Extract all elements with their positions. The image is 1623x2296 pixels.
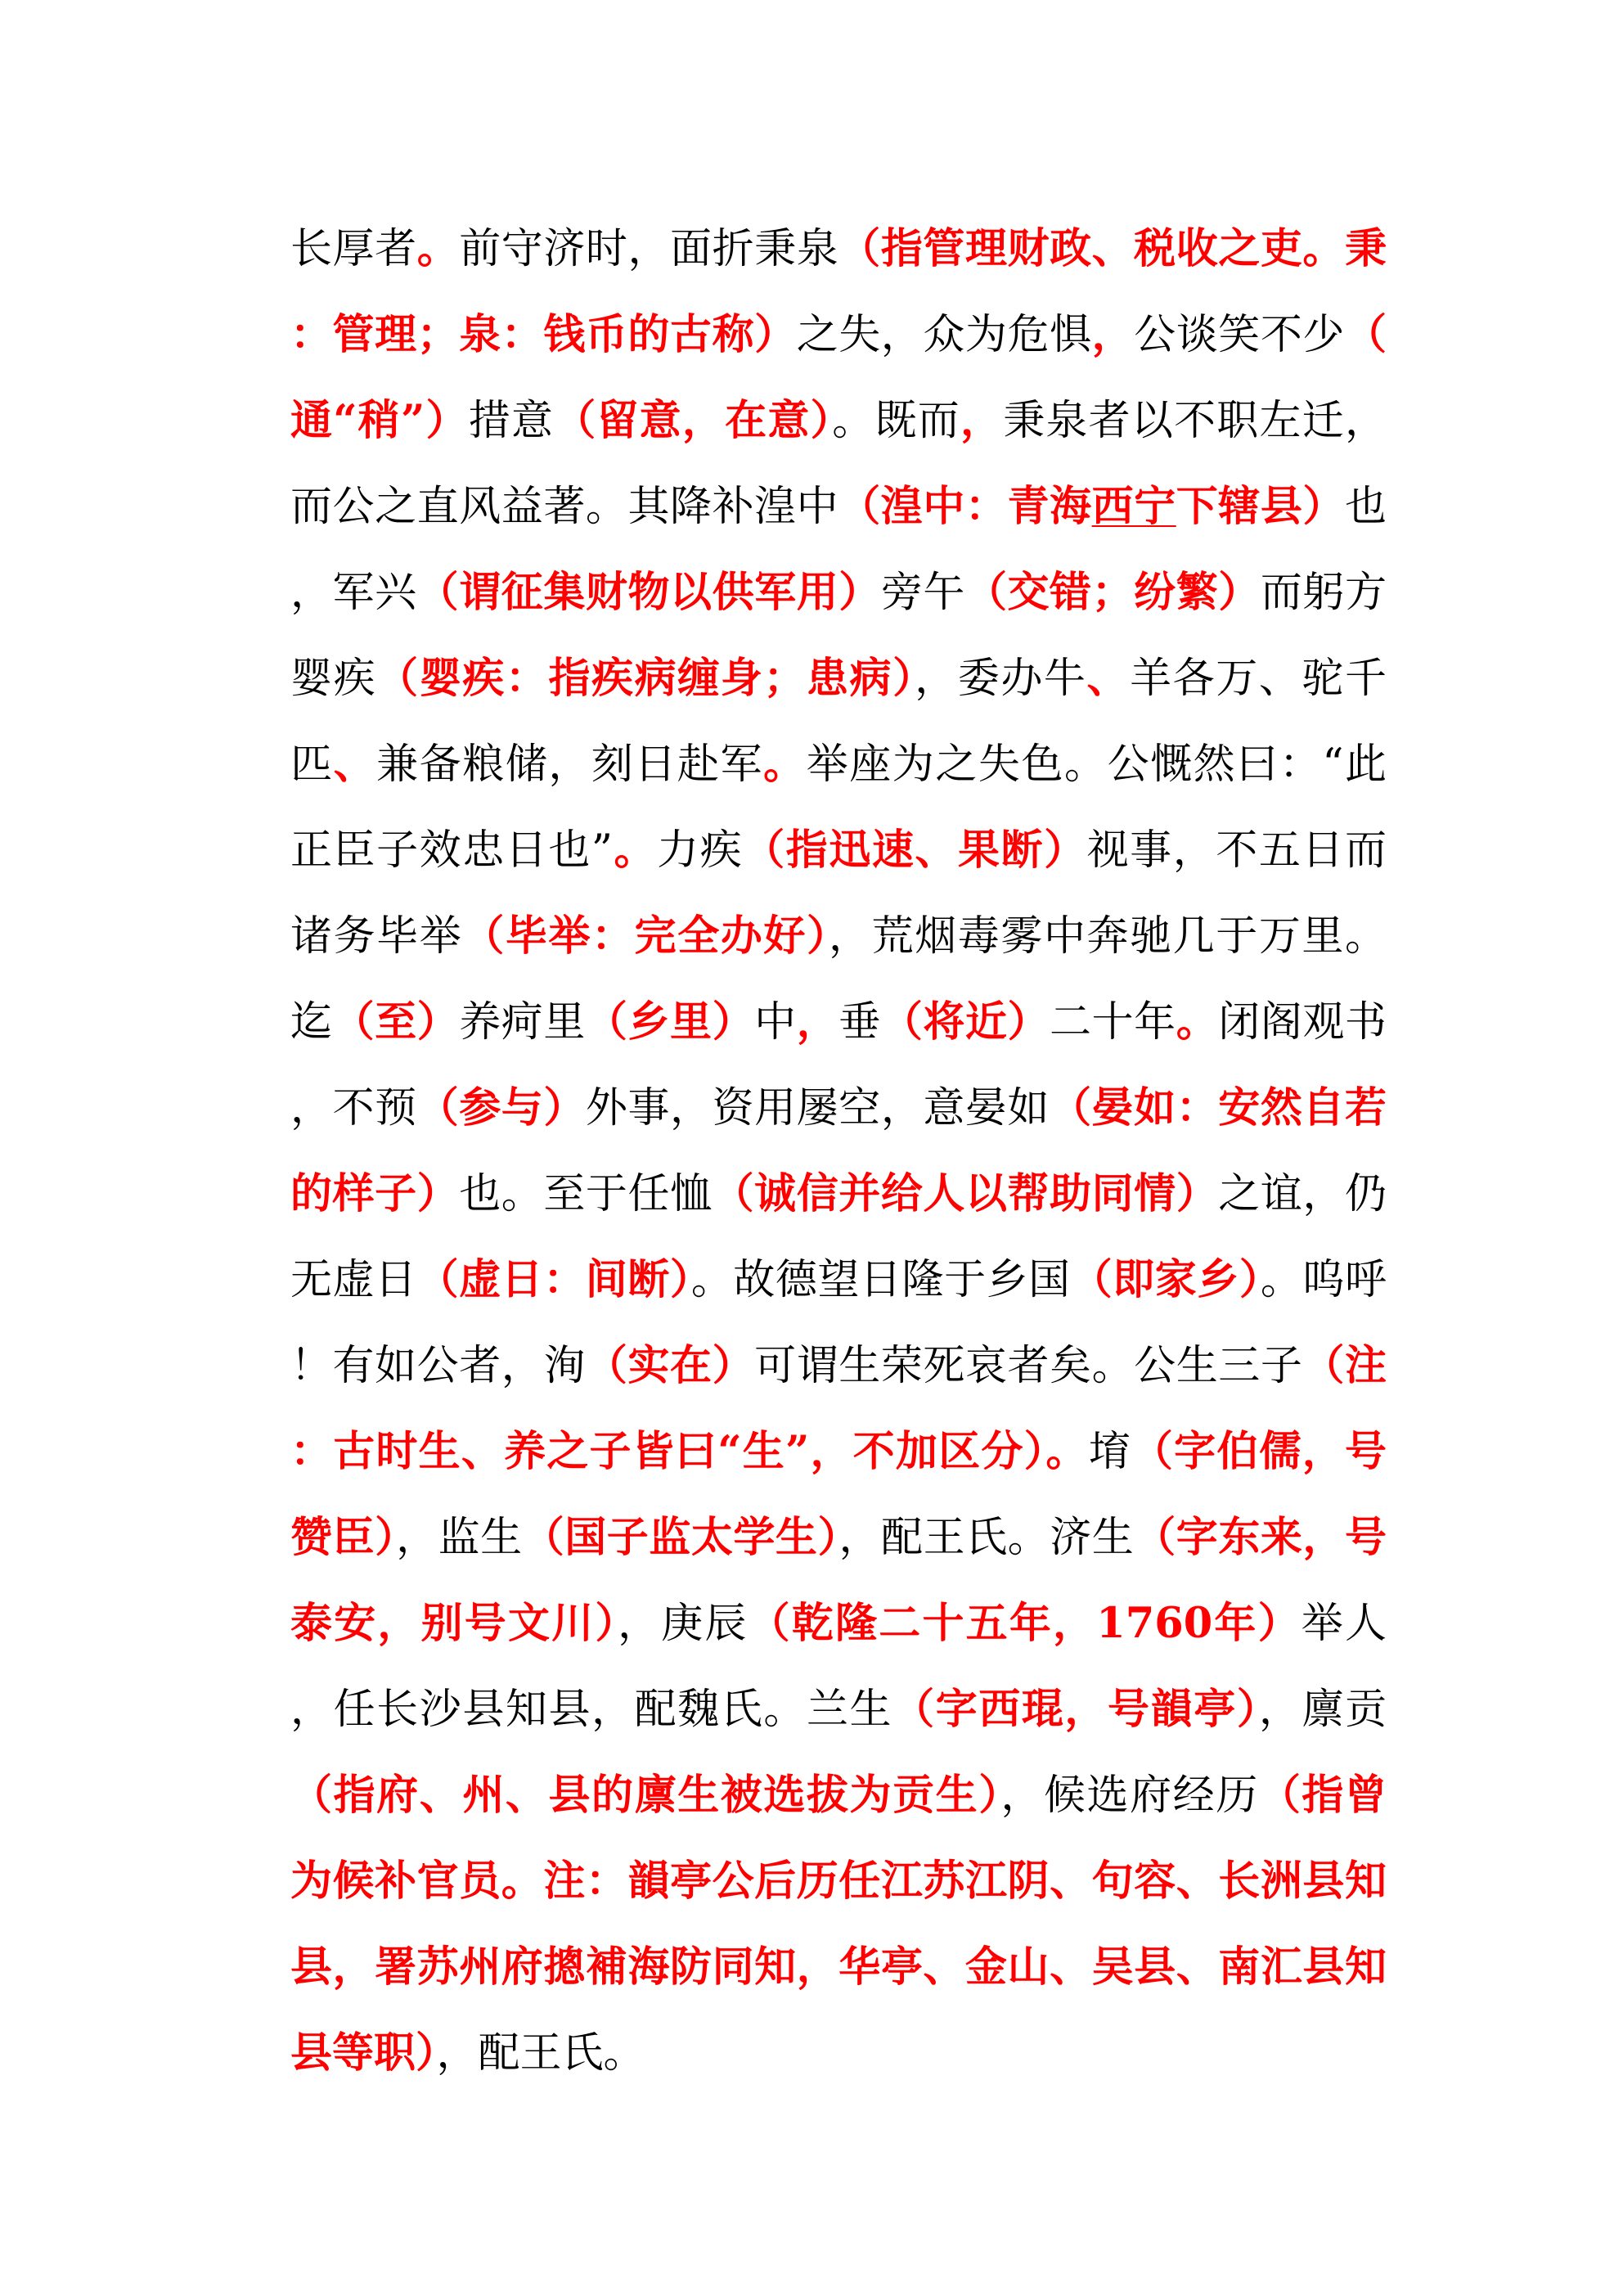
body-text: 公谈笑不少 (1134, 311, 1345, 359)
annotation-text: （留意，在意） (554, 396, 833, 445)
annotation-text: （参与） (416, 1083, 586, 1132)
body-text: 中 (754, 998, 797, 1047)
body-text: ，候选府经历 (1000, 1772, 1259, 1820)
annotation-text: 下辖县） (1176, 482, 1345, 531)
body-text: 也。至于任恤 (459, 1170, 713, 1218)
annotation-text: （字东来，号泰安，别号文川） (290, 1513, 1387, 1648)
annotation-text: 、 (333, 740, 377, 789)
body-text: 之谊，仍无虚日 (290, 1170, 1387, 1304)
body-text: ，配王氏。 (436, 2029, 645, 2078)
annotation-text: （国子监太学生） (522, 1513, 839, 1562)
annotation-text: （晏如：安然自若的样子） (290, 1083, 1387, 1218)
annotation-text: 西宁 (1091, 482, 1176, 531)
annotation-text: （湟中：青海 (838, 482, 1092, 531)
body-text: 。故德望日隆于乡国 (690, 1256, 1071, 1304)
annotation-text: （乡里） (585, 997, 755, 1047)
body-text: 养疴里 (459, 998, 586, 1047)
annotation-text: ， (960, 396, 1004, 445)
annotation-text: 。 (1176, 997, 1219, 1047)
annotation-text: （指迅速、果断） (743, 826, 1087, 875)
body-text: 长厚者 (290, 225, 417, 273)
annotation-text: （至） (332, 997, 460, 1047)
annotation-text: （谓征集财物以供军用） (416, 568, 881, 617)
body-text: 而躬方婴疾 (290, 569, 1387, 703)
annotation-text: （毕举：完全办好） (462, 912, 829, 961)
body-text: 二十年 (1050, 998, 1176, 1047)
annotation-text: （字伯儒，号赞臣） (290, 1427, 1387, 1562)
body-text: ，庚辰 (618, 1600, 749, 1648)
body-text: 堉 (1088, 1428, 1131, 1476)
annotation-text: 。 (1045, 1427, 1089, 1476)
body-text: ，委办牛 (915, 655, 1087, 703)
body-text: 可谓生荣死哀者矣。公生三子 (754, 1342, 1303, 1390)
annotation-text: （交错；纷繁） (964, 568, 1261, 617)
annotation-text: （虚日：间断） (416, 1255, 691, 1304)
body-text: 之失，众为危惧 (796, 311, 1092, 359)
annotation-text: （诚信并给人以帮助同情） (712, 1169, 1219, 1218)
body-text: 。既而 (832, 397, 960, 445)
annotation-text: （指管理财政、税收之吏。秉：管理；泉：钱币的古称） (290, 224, 1387, 359)
annotation-text: （指曾为候补官员。注：韻亭公后历任江苏江阴、句容、长洲县知县，署苏州府摠補海防同知，华亭、金山、吴县、南汇县知县等职） (290, 1771, 1387, 2078)
body-text: 外事，资用屡空，意晏如 (585, 1084, 1050, 1132)
body-text: ，配王氏。济生 (838, 1514, 1135, 1562)
annotation-text: 。 (416, 224, 460, 273)
body-text: 力疾 (657, 826, 744, 875)
body-text: 措意 (468, 397, 555, 445)
annotation-text: ， (1091, 310, 1135, 359)
annotation-text: （字西琨，号韻亭） (892, 1685, 1259, 1734)
annotation-text: （即家乡） (1070, 1255, 1261, 1304)
annotation-text: 。 (763, 740, 807, 789)
annotation-text: （实在） (585, 1341, 755, 1390)
annotation-text: （注：古时生、养之子皆曰“生”，不加区分） (290, 1341, 1387, 1476)
annotation-text: （婴疾：指疾病缠身；患病） (376, 654, 915, 703)
annotation-text: ， (796, 997, 839, 1047)
body-text: 秉泉者以不职左迁，而公之直风益著。其降补湟中 (290, 397, 1387, 531)
body-text: 。呜呼！有如公者，洵 (290, 1256, 1387, 1390)
body-text: 兼备粮储，刻日赴军 (376, 741, 764, 789)
body-text: 举人，任长沙县知县，配魏氏。兰生 (290, 1600, 1387, 1734)
body-text: 前守济时，面折秉泉 (459, 225, 839, 273)
annotation-text: 、 (1086, 654, 1131, 703)
body-text: 旁午 (880, 569, 965, 617)
annotation-text: （乾隆二十五年，1760年） (748, 1599, 1302, 1648)
body-text: 也，军兴 (290, 483, 1387, 617)
annotation-text: （将近） (880, 997, 1050, 1047)
body-text: 视事，不五日而诸务毕举 (290, 826, 1387, 961)
body-text: 羊各万、驼千匹 (290, 655, 1387, 789)
body-text: ，廪贡 (1258, 1686, 1387, 1734)
body-text: ，荒烟毒雾中奔驰几于万里。迄 (290, 912, 1387, 1047)
body-text: 举座为之失色。公慨然曰：“此正臣子效忠日也” (290, 741, 1387, 875)
annotation-text: （通“稍”） (290, 310, 1387, 445)
body-text: 垂 (838, 998, 881, 1047)
annotation-text: （指府、州、县的廪生被选拔为贡生） (290, 1771, 1001, 1820)
body-text: 闭阁观书，不预 (290, 998, 1387, 1132)
annotation-text: 。 (612, 826, 658, 875)
document-body-text (290, 206, 1387, 2096)
body-text: ，监生 (396, 1514, 523, 1562)
